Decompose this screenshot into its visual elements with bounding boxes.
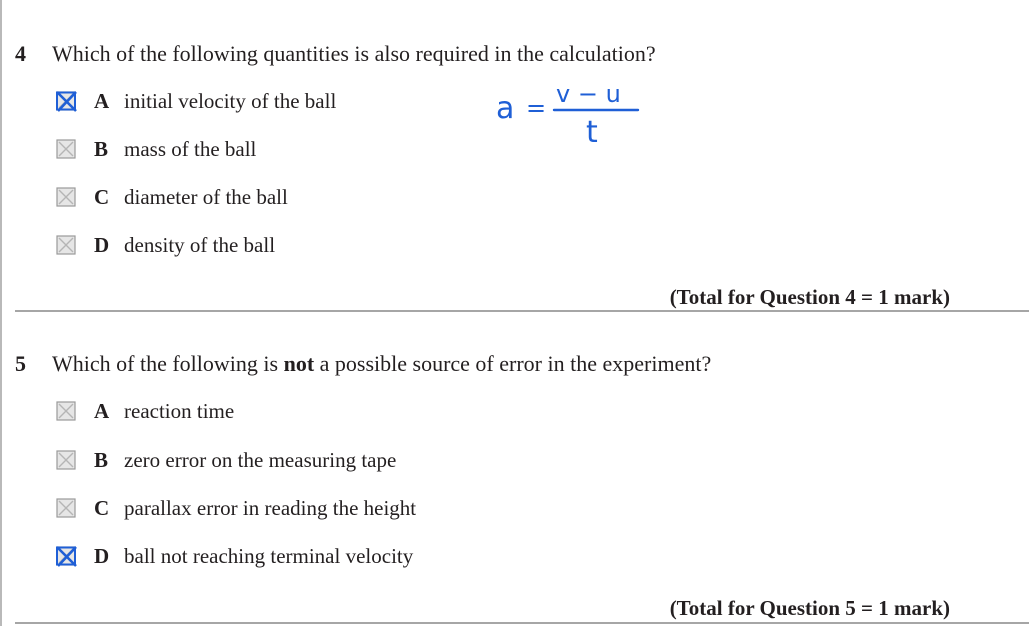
formula-equals: =	[526, 94, 547, 122]
question-4-text: Which of the following quantities is also required in the calculation?	[52, 41, 656, 66]
question-5-text-emphasis: not	[283, 351, 315, 376]
question-4-option-d[interactable]	[56, 232, 275, 258]
checkbox-marked-icon[interactable]	[56, 91, 76, 111]
question-4-option-c[interactable]	[56, 184, 288, 210]
question-5-option-a[interactable]	[56, 398, 234, 424]
option-text: initial velocity of the ball	[124, 88, 337, 113]
checkbox-icon[interactable]	[56, 187, 76, 207]
option-letter: D	[94, 232, 110, 257]
handwritten-formula	[494, 78, 644, 148]
question-5-text-end: a possible source of error in the experiment?	[314, 351, 712, 376]
formula-lhs: a	[496, 91, 515, 126]
checkbox-icon[interactable]	[56, 498, 76, 518]
checkbox-icon[interactable]	[56, 139, 76, 159]
option-letter: D	[94, 543, 110, 568]
question-divider	[15, 622, 1029, 624]
question-4-option-a[interactable]	[56, 88, 336, 114]
option-text: ball not reaching terminal velocity	[124, 543, 414, 568]
option-letter: A	[94, 88, 110, 113]
formula-numerator: v − u	[556, 80, 621, 108]
question-5-option-d[interactable]	[56, 543, 413, 569]
option-text: parallax error in reading the height	[124, 495, 417, 520]
question-5-option-c[interactable]	[56, 495, 416, 521]
checkbox-marked-icon[interactable]	[56, 546, 76, 566]
question-5-option-b[interactable]	[56, 447, 396, 473]
formula-denominator: t	[586, 115, 598, 148]
page-left-border	[0, 0, 2, 626]
option-text: reaction time	[124, 398, 235, 423]
option-text: mass of the ball	[124, 136, 257, 161]
question-4-number: 4	[15, 41, 26, 66]
question-divider	[15, 310, 1029, 312]
option-letter: B	[94, 447, 109, 472]
checkbox-icon[interactable]	[56, 235, 76, 255]
option-letter: A	[94, 398, 110, 423]
question-5-number: 5	[15, 351, 26, 376]
question-5-text-start: Which of the following is	[52, 351, 284, 376]
checkbox-icon[interactable]	[56, 401, 76, 421]
option-letter: C	[94, 184, 110, 209]
checkbox-icon[interactable]	[56, 450, 76, 470]
option-letter: B	[94, 136, 109, 161]
option-text: density of the ball	[124, 232, 276, 257]
option-text: diameter of the ball	[124, 184, 288, 209]
option-letter: C	[94, 495, 110, 520]
question-5-text	[52, 352, 711, 376]
option-text: zero error on the measuring tape	[124, 447, 397, 472]
question-4-total: (Total for Question 4 = 1 mark)	[669, 285, 950, 309]
question-4-option-b[interactable]	[56, 136, 256, 162]
question-5-total: (Total for Question 5 = 1 mark)	[669, 596, 950, 620]
